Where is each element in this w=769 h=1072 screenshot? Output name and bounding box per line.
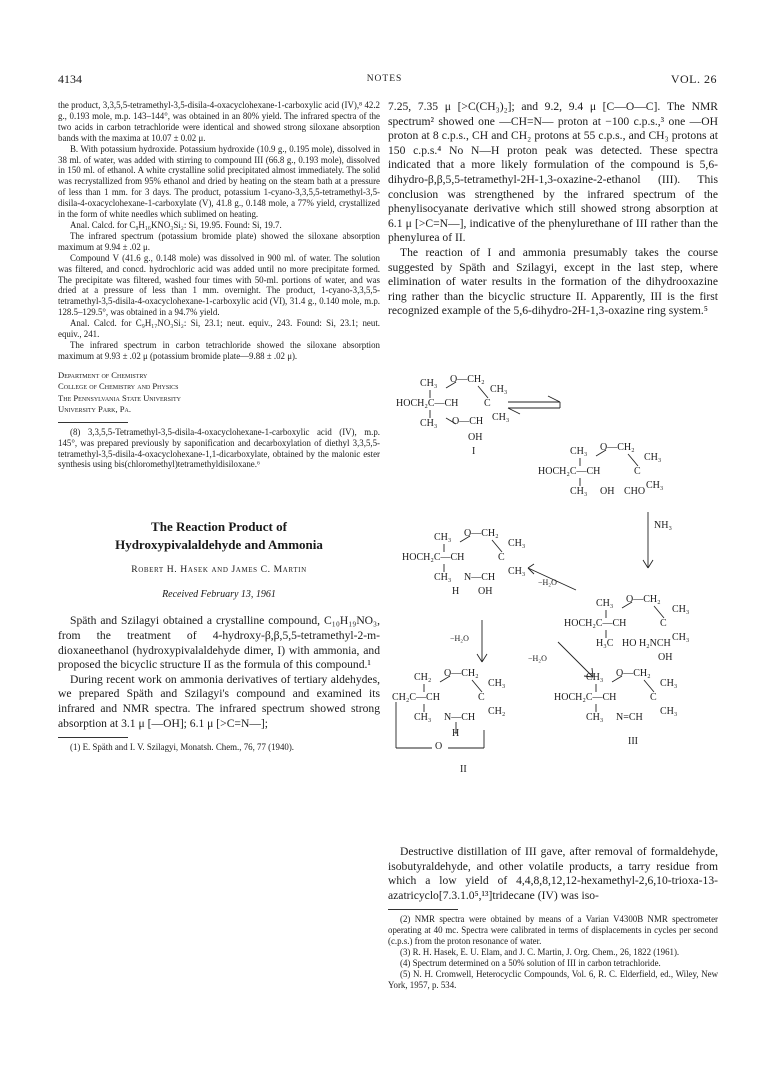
atom-label: OH (478, 586, 493, 597)
atom-label: O—CH₂ (464, 528, 499, 539)
paragraph: Anal. Calcd. for C₉H₁₇NO₃Si₂: Si, 23.1; neut. equiv., 243. Found: Si, 23.1; neut. equiv., 241. (58, 318, 380, 340)
paragraph: During recent work on ammonia derivatives of tertiary aldehydes, we prepared Späth and Szilagyi's compound and examined its infrared and NMR spectra. The infrared spectrum showed strong absorption at 3.1 μ [—OH]; 6.1 μ [>C=N—]; (58, 672, 380, 730)
atom-label: HOCH₂C—CH (402, 552, 465, 563)
atom-label: OH (468, 432, 483, 443)
footnote: (8) 3,3,5,5-Tetramethyl-3,5-disila-4-oxacyclohexane-1-carboxylic acid (IV), m.p. 145°, was prepared previously by saponification and decarboxylation of diethyl 3,3,5,5-tetramethyl-3,5-disila-4-oxacyclohexane-1,1-dicarboxylate, obtained by the malonic ester synthesis using bis(chloromethyl)tetramethyldisiloxane.⁶ (58, 426, 380, 470)
right-column-lower (388, 845, 718, 991)
compound-label: II (460, 764, 467, 775)
reagent-label: NH₃ (654, 520, 672, 531)
atom-label: O—CH₂ (444, 668, 479, 679)
footnote-rule (58, 422, 128, 423)
footnote-rule (388, 909, 458, 910)
atom-label: CH₃ (488, 678, 506, 689)
affiliation-line: Department of Chemistry (58, 369, 148, 380)
atom-label: C (484, 398, 491, 409)
atom-label: CH₃ (672, 604, 690, 615)
atom-label: CH₃ (570, 486, 588, 497)
atom-label: N=CH (616, 712, 643, 723)
atom-label: CH₃ (508, 538, 526, 549)
left-column (58, 100, 380, 753)
atom-label: HO H₂NCH (622, 638, 671, 649)
atom-label: HOCH₂C—CH (564, 618, 627, 629)
atom-label: CH₃ (644, 452, 662, 463)
reagent-label: −H₂O (538, 578, 557, 587)
atom-label: O—CH₂ (616, 668, 651, 679)
atom-label: H (452, 586, 460, 597)
paragraph: The reaction of I and ammonia presumably takes the course suggested by Späth and Szilagyi, except in the last step, where elimination of water results in the formation of the dihydrooxazine ring rather than the bicyclic structure II. Apparently, III is the first recognized example of the 5,6-dihydro-2H-1,3-oxazine ring system.⁵ (388, 245, 718, 318)
footnote: (4) Spectrum determined on a 50% solution of III in carbon tetrachloride. (400, 958, 661, 968)
atom-label: CH₃ (492, 412, 510, 423)
footnote-rule (58, 737, 128, 738)
footnote: (5) N. H. Cromwell, Heterocyclic Compounds, Vol. 6, R. C. Elderfield, ed., Wiley, New York, 1957, p. 534. (388, 968, 718, 990)
atom-label: C (650, 692, 657, 703)
page-number: 4134 (58, 72, 82, 86)
paragraph: Compound V (41.6 g., 0.148 mole) was dissolved in 900 ml. of water. The solution was filtered, and concd. hydrochloric acid was added until no more precipitate formed. The precipitate was filtered, washed four times with 50-ml. portions of water, and was dried at a pressure of less than 1 mm. overnight. The product, 1-cyano-3,3,5,5-tetramethyl-3,5-disila-4-oxacyclohexane-1-carboxylic acid (VI), 31.4 g., 0.140 mole, m.p. 128.5–129.5°, was obtained in a 94.7% yield. (58, 252, 380, 318)
footnote: (2) NMR spectra were obtained by means of a Varian V4300B NMR spectrometer operating at 40 mc. Spectra were calibrated in terms of displacements in cycles per second (c.p.s.) from the proton resonance of water. (388, 914, 718, 947)
received-date: Received February 13, 1961 (162, 589, 276, 601)
atom-label: OH (600, 486, 615, 497)
affiliation-line: College of Chemistry and Physics (58, 381, 179, 392)
atom-label: CH₃ (420, 418, 438, 429)
affiliation-line: The Pennsylvania State University (58, 392, 181, 403)
right-column (388, 100, 718, 319)
paragraph: Anal. Calcd. for C₉H₁₆KNO₃Si₂: Si, 19.95. Found: Si, 19.7. (70, 219, 282, 230)
atom-label: CH₂ (488, 706, 506, 717)
atom-label: CH₂ (414, 672, 432, 683)
paragraph: The infrared spectrum in carbon tetrachloride showed the siloxane absorption maximum at 9.93 ± .02 μ (potassium bromide plate—9.88 ± .02 μ). (58, 339, 380, 361)
atom-label: C (634, 466, 641, 477)
compound-label: III (628, 736, 638, 747)
atom-label: HOCH₂C—CH (554, 692, 617, 703)
footnote: (1) E. Späth and I. V. Szilagyi, Monatsh. Chem., 76, 77 (1940). (70, 742, 294, 753)
reagent-label: −H₂O (450, 634, 469, 643)
article-title: The Reaction Product of (151, 519, 287, 535)
atom-label: CH₃ (586, 672, 604, 683)
paragraph: B. With potassium hydroxide. Potassium hydroxide (10.9 g., 0.195 mole), dissolved in 38 ml. of water, was added with stirring to compound III (66.8 g., 0.193 mole), dissolved in 150 ml. of ethanol. A white crystalline solid precipitated almost immediately. The solid was recrystallized from 95% ethanol and dried by heating on the steam bath at a pressure of less than 1 mm. for 3 days. The product, potassium 1-cyano-3,3,5,5-tetramethyl-3,5-disila-4-oxacyclohexane-1-carboxylate (V), 41.8 g., 0.148 mole, a 77% yield, crystallized in the form of white needles which sublimed on heating. (58, 143, 380, 220)
footnote: (3) R. H. Hasek, E. U. Elam, and J. C. Martin, J. Org. Chem., 26, 1822 (1961). (400, 947, 680, 958)
volume-label: VOL. 26 (670, 72, 717, 86)
atom-label: CH₃ (660, 678, 678, 689)
atom-label: CH₃ (660, 706, 678, 717)
reaction-scheme (388, 372, 718, 840)
affiliation-line: University Park, Pa. (58, 404, 132, 415)
paragraph: The infrared spectrum (potassium bromide plate) showed the siloxane absorption maximum at 9.94 ± .02 μ. (58, 230, 380, 252)
atom-label: HOCH₂C—CH (538, 466, 601, 477)
atom-label: CH₃ (508, 566, 526, 577)
paragraph: 7.25, 7.35 μ [>C(CH₃)₂]; and 9.2, 9.4 μ [C—O—C]. The NMR spectrum² showed one —CH=N— proton at −100 c.p.s.,³ one —OH proton at 8 c.p.s., CH and CH₂ protons at 55 c.p.s., and CH₃ protons at 150 c.p.s.⁴ No N—H proton peak was detected. These spectra indicated that a more likely formulation of the compound is 5,6-dihydro-β,β,5,5-tetramethyl-2H-1,3-oxazine-2-ethanol (III). This conclusion was strengthened by the infrared spectrum of the phenylisocyanate derivative which still showed strong absorption at 6.1 μ [>C=N—], indicative of the phenylurethane of III rather than the phenylurea of II. (388, 100, 718, 245)
atom-label: CH₃ (434, 532, 452, 543)
atom-label: H₃C (596, 638, 614, 649)
atom-label: CH₃ (570, 446, 588, 457)
atom-label: O—CH₂ (626, 594, 661, 605)
atom-label: C (498, 552, 505, 563)
atom-label: CH₃ (490, 384, 508, 395)
atom-label: CH₃ (420, 378, 438, 389)
atom-label: N—CH (444, 712, 476, 723)
atom-label: C (478, 692, 485, 703)
paragraph: the product, 3,3,5,5-tetramethyl-3,5-disila-4-oxacyclohexane-1-carboxylic acid (IV),⁸ 42.2 g., 0.193 mole, m.p. 143–144°, was obtained in an 80% yield. The infrared spectra of the two acids in carbon tetrachloride were identical and showed strong siloxane absorption bands with the maxima at 10.07 ± 0.02 μ. (58, 100, 380, 143)
article-title: Hydroxypivalaldehyde and Ammonia (115, 537, 323, 553)
atom-label: HOCH₂C—CH (396, 398, 459, 409)
atom-label: O (435, 741, 443, 752)
scheme-bonds (388, 372, 718, 840)
atom-label: CH₃ (586, 712, 604, 723)
atom-label: CHO (624, 486, 646, 497)
paragraph: Späth and Szilagyi obtained a crystalline compound, C₁₀H₁₉NO₃, from the treatment of 4-hydroxy-β,β,5,5-tetramethyl-2-m-dioxaneethanol (hydroxypivalaldehyde dimer, I) with ammonia, and proposed the bicyclic structure II as the formula of this compound.¹ (58, 614, 380, 672)
atom-label: H (452, 728, 460, 739)
atom-label: O—CH₂ (600, 442, 635, 453)
authors: Robert H. Hasek and James C. Martin (131, 564, 307, 576)
atom-label: CH₃ (434, 572, 452, 583)
atom-label: N—CH (464, 572, 496, 583)
atom-label: OH (658, 652, 673, 663)
atom-label: CH₃ (596, 598, 614, 609)
running-head: NOTES (366, 74, 403, 84)
atom-label: O—CH (452, 416, 484, 427)
atom-label: CH₃ (414, 712, 432, 723)
reagent-label: −H₂O (528, 654, 547, 663)
atom-label: C (660, 618, 667, 629)
atom-label: O—CH₂ (450, 374, 485, 385)
atom-label: CH₃ (646, 480, 664, 491)
atom-label: CH₃ (672, 632, 690, 643)
atom-label: CH₂C—CH (392, 692, 440, 703)
paragraph: Destructive distillation of III gave, after removal of formaldehyde, isobutyraldehyde, and other volatile products, a tarry residue from which a low yield of 4,4,8,8,12,12-hexamethyl-2,6,10-trioxa-13-azatricyclo[7.3.1.0⁵,¹³]tridecane (IV) was iso- (388, 845, 718, 902)
compound-label: I (472, 446, 476, 457)
